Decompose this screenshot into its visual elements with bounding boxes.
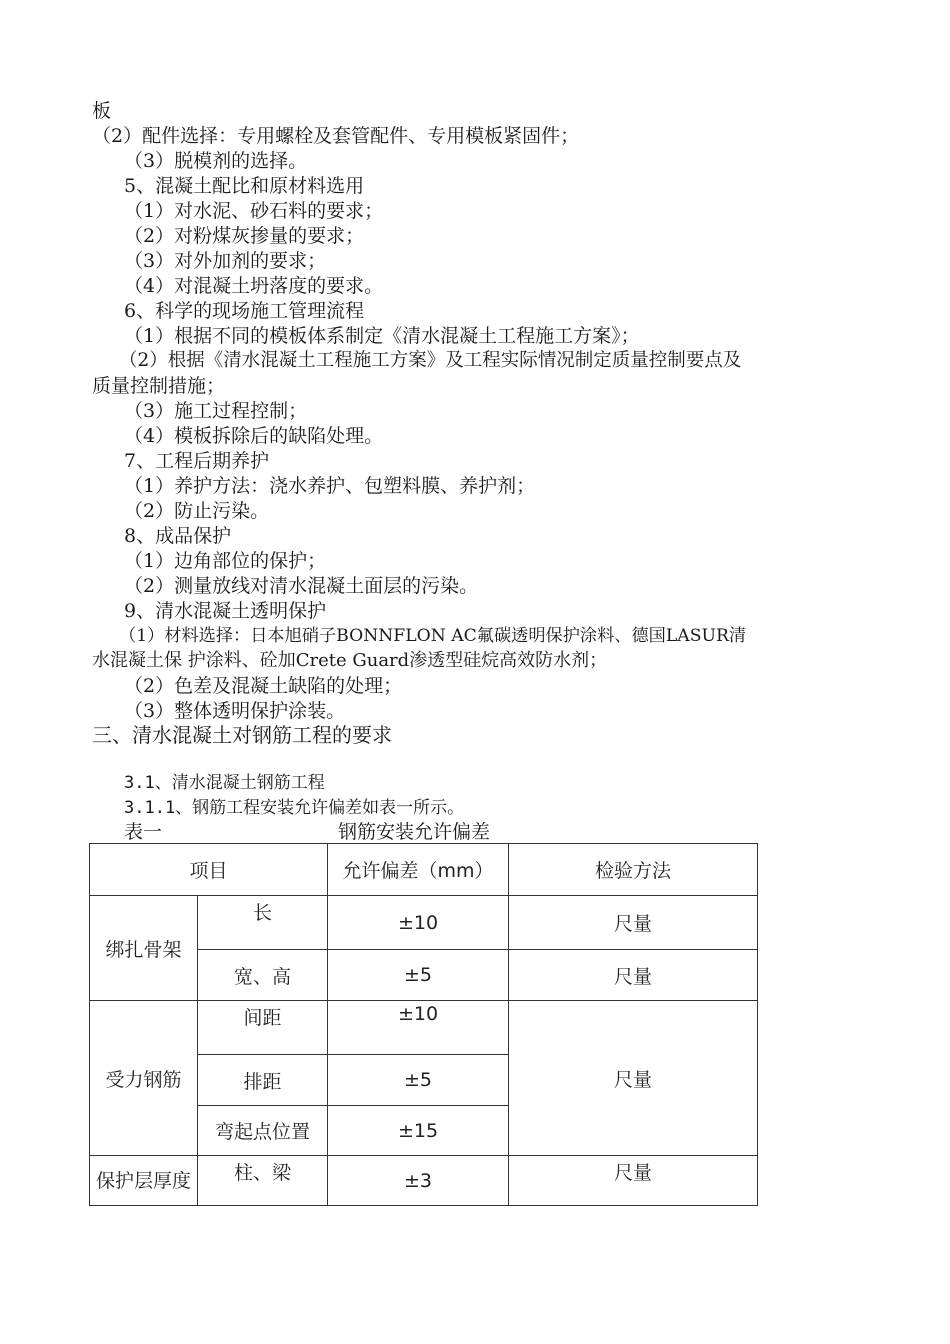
paragraph-line: （1）养护方法：浇水养护、包塑料膜、养护剂；	[124, 475, 536, 497]
method-cell: 尺量	[509, 950, 758, 1001]
group-name: 保护层厚度	[90, 1156, 198, 1206]
tolerance-cell: ±10	[328, 896, 509, 950]
paragraph-line: （3）整体透明保护涂装。	[124, 700, 346, 722]
method-cell: 尺量	[509, 1156, 758, 1206]
paragraph-line: 水混凝土保 护涂料、砼加Crete Guard渗透型硅烷高效防水剂；	[92, 650, 608, 671]
tolerance-cell: ±3	[328, 1156, 509, 1206]
item-cell: 弯起点位置	[198, 1106, 328, 1156]
paragraph-line: （4）模板拆除后的缺陷处理。	[124, 425, 384, 447]
method-cell: 尺量	[509, 896, 758, 950]
paragraph-line: （3）对外加剂的要求；	[124, 250, 327, 272]
paragraph-line: （3）施工过程控制；	[124, 400, 308, 422]
item-cell: 排距	[198, 1055, 328, 1106]
table-header-row	[90, 844, 758, 896]
paragraph-line: （1）材料选择：日本旭硝子BONNFLON AC氟碳透明保护涂料、德国LASUR清	[119, 626, 747, 646]
paragraph-line: （1）根据不同的模板体系制定《清水混凝土工程施工方案》；	[124, 325, 640, 347]
tolerance-cell: ±5	[328, 1055, 509, 1106]
item-cell: 柱、梁	[198, 1156, 328, 1206]
paragraph-line: （2）根据《清水混凝土工程施工方案》及工程实际情况制定质量控制要点及	[119, 350, 742, 371]
paragraph-line: 板	[92, 100, 112, 122]
paragraph-line: 质量控制措施；	[92, 375, 226, 397]
paragraph-line: （3）脱模剂的选择。	[124, 150, 308, 172]
subsection-text: 3.1.1、钢筋工程安装允许偏差如表一所示。	[124, 798, 465, 818]
paragraph-line: （2）防止污染。	[124, 500, 270, 522]
table-row	[90, 1156, 758, 1206]
item-cell: 长	[198, 896, 328, 950]
tolerance-cell: ±15	[328, 1106, 509, 1156]
header-item: 项目	[90, 844, 328, 896]
paragraph-line: （2）对粉煤灰掺量的要求；	[124, 225, 365, 247]
tolerance-cell: ±5	[328, 950, 509, 1001]
paragraph-line: 9、清水混凝土透明保护	[124, 600, 327, 622]
paragraph-line: （4）对混凝土坍落度的要求。	[124, 275, 384, 297]
paragraph-line: 5、混凝土配比和原材料选用	[124, 175, 365, 197]
section-heading: 三、清水混凝土对钢筋工程的要求	[92, 723, 392, 747]
paragraph-line: （1）对水泥、砂石料的要求；	[124, 200, 384, 222]
header-tolerance: 允许偏差（mm）	[328, 844, 509, 896]
item-cell: 宽、高	[198, 950, 328, 1001]
subsection-title: 3.1、清水混凝土钢筋工程	[124, 773, 325, 793]
paragraph-line: （2）测量放线对清水混凝土面层的污染。	[124, 575, 479, 597]
paragraph-line: （2）色差及混凝土缺陷的处理；	[124, 675, 403, 697]
header-method: 检验方法	[509, 844, 758, 896]
table-row	[90, 1001, 758, 1055]
table-caption-title: 钢筋安装允许偏差	[338, 821, 491, 843]
paragraph-line: 8、成品保护	[124, 525, 232, 547]
paragraph-line: 6、科学的现场施工管理流程	[124, 300, 365, 322]
group-name: 受力钢筋	[90, 1001, 198, 1156]
group-name: 绑扎骨架	[90, 896, 198, 1001]
paragraph-line: 7、工程后期养护	[124, 450, 270, 472]
item-cell: 间距	[198, 1001, 328, 1055]
table-caption-label: 表一	[124, 821, 163, 843]
paragraph-line: （2）配件选择：专用螺栓及套管配件、专用模板紧固件；	[92, 125, 580, 147]
tolerance-table	[89, 843, 758, 1206]
method-cell: 尺量	[509, 1001, 758, 1156]
table-row	[90, 896, 758, 950]
tolerance-cell: ±10	[328, 1001, 509, 1055]
paragraph-line: （1）边角部位的保护；	[124, 550, 327, 572]
